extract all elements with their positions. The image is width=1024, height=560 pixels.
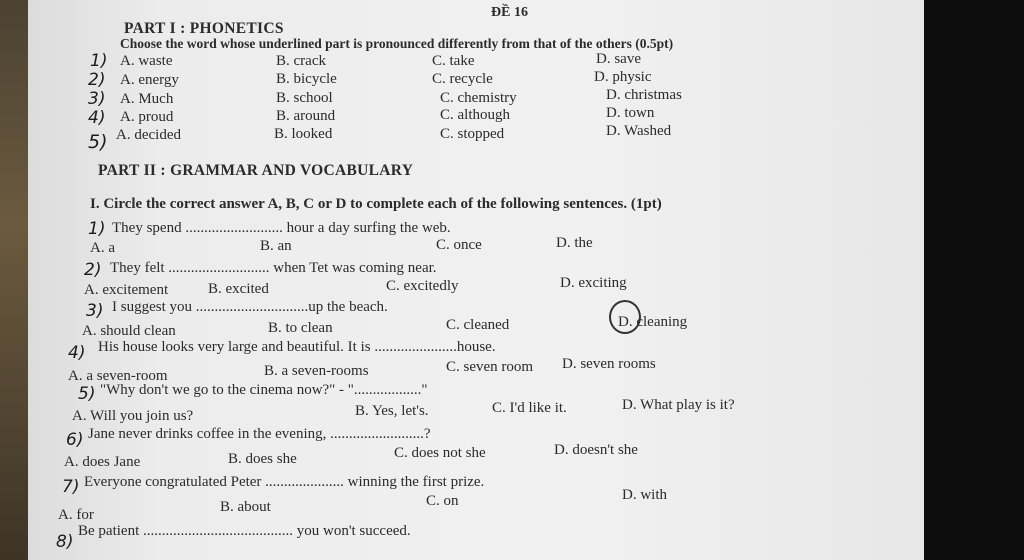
question-number: 2): [84, 260, 102, 280]
option-a: A. energy: [120, 72, 179, 88]
option-a: A. decided: [116, 127, 181, 143]
option-c: C. chemistry: [440, 90, 517, 106]
desk-background: [0, 0, 30, 560]
option-b: B. crack: [276, 53, 326, 69]
option-a: A. for: [58, 507, 94, 523]
option-d: D. doesn't she: [554, 442, 638, 458]
option-c: C. on: [426, 493, 459, 509]
part1-heading: PART I : PHONETICS: [124, 20, 284, 37]
option-b: B. about: [220, 499, 271, 515]
option-b: B. excited: [208, 281, 269, 297]
option-a: A. excitement: [84, 282, 169, 298]
dark-background: [924, 0, 1024, 560]
option-d: D. seven rooms: [562, 356, 656, 372]
option-c: C. take: [432, 53, 475, 69]
option-c: C. once: [436, 237, 482, 253]
question-number: 7): [62, 477, 80, 497]
option-c: C. excitedly: [386, 278, 459, 294]
option-b: B. bicycle: [276, 71, 337, 87]
option-d: D. town: [606, 105, 655, 121]
question-number: 4): [68, 343, 86, 363]
question-stem: "Why don't we go to the cinema now?" - "..................": [100, 382, 428, 398]
question-stem: They felt ........................... when Tet was coming near.: [110, 260, 437, 276]
option-b: B. a seven-rooms: [264, 363, 369, 379]
option-d: D. physic: [594, 69, 652, 85]
part2-heading: PART II : GRAMMAR AND VOCABULARY: [98, 162, 414, 179]
question-number: 5): [88, 131, 108, 153]
question-number: 1): [88, 219, 106, 239]
question-stem: His house looks very large and beautiful. It is ......................house.: [98, 339, 496, 355]
option-c: C. seven room: [446, 359, 534, 375]
option-a: A. does Jane: [64, 454, 141, 470]
option-c: C. does not she: [394, 445, 486, 461]
option-c: C. recycle: [432, 71, 493, 87]
option-c: C. cleaned: [446, 317, 510, 333]
option-c: C. although: [440, 107, 510, 123]
option-d: D. christmas: [606, 87, 682, 103]
question-number: 8): [56, 532, 74, 552]
option-a: A. a seven-room: [68, 368, 168, 384]
question-number: 3): [88, 89, 106, 109]
exam-title: ĐỀ 16: [491, 5, 528, 20]
option-b: B. an: [260, 238, 292, 254]
question-stem: Be patient ........................................ you won't succeed.: [78, 523, 411, 539]
worksheet-page: [28, 0, 924, 560]
question-number: 3): [86, 301, 104, 321]
option-a: A. a: [90, 240, 115, 256]
option-c: C. I'd like it.: [492, 400, 567, 416]
question-stem: They spend .......................... hour a day surfing the web.: [112, 220, 451, 236]
question-stem: Everyone congratulated Peter ..................... winning the first prize.: [84, 474, 485, 490]
option-d: D. with: [622, 487, 667, 503]
option-d: D. save: [596, 51, 641, 67]
option-d: D. the: [556, 235, 593, 251]
option-a: A. Much: [120, 91, 174, 107]
question-number: 6): [66, 430, 84, 450]
option-d: D. cleaning: [618, 314, 688, 330]
option-b: B. to clean: [268, 320, 333, 336]
option-a: A. Will you join us?: [72, 408, 194, 424]
option-a: A. proud: [120, 109, 174, 125]
part1-instruction: Choose the word whose underlined part is pronounced differently from that of the others (0.5pt): [120, 36, 674, 51]
option-d: D. What play is it?: [622, 397, 735, 413]
part2-instruction: I. Circle the correct answer A, B, C or D to complete each of the following sentences. (1pt): [90, 196, 662, 212]
option-b: B. looked: [274, 126, 333, 142]
option-c: C. stopped: [440, 126, 505, 142]
question-number: 2): [88, 70, 106, 90]
option-a: A. waste: [120, 53, 173, 69]
option-d: D. exciting: [560, 275, 627, 291]
option-b: B. Yes, let's.: [355, 403, 429, 419]
option-b: B. around: [276, 108, 336, 124]
question-number: 4): [88, 108, 106, 128]
question-number: 5): [78, 384, 96, 404]
option-d: D. Washed: [606, 123, 672, 139]
question-stem: I suggest you ..............................up the beach.: [112, 299, 388, 315]
option-a: A. should clean: [82, 323, 176, 339]
option-b: B. does she: [228, 451, 297, 467]
question-stem: Jane never drinks coffee in the evening, .........................?: [88, 426, 431, 442]
question-number: 1): [90, 51, 108, 71]
option-b: B. school: [276, 90, 333, 106]
answer-circle-mark: [609, 300, 641, 334]
